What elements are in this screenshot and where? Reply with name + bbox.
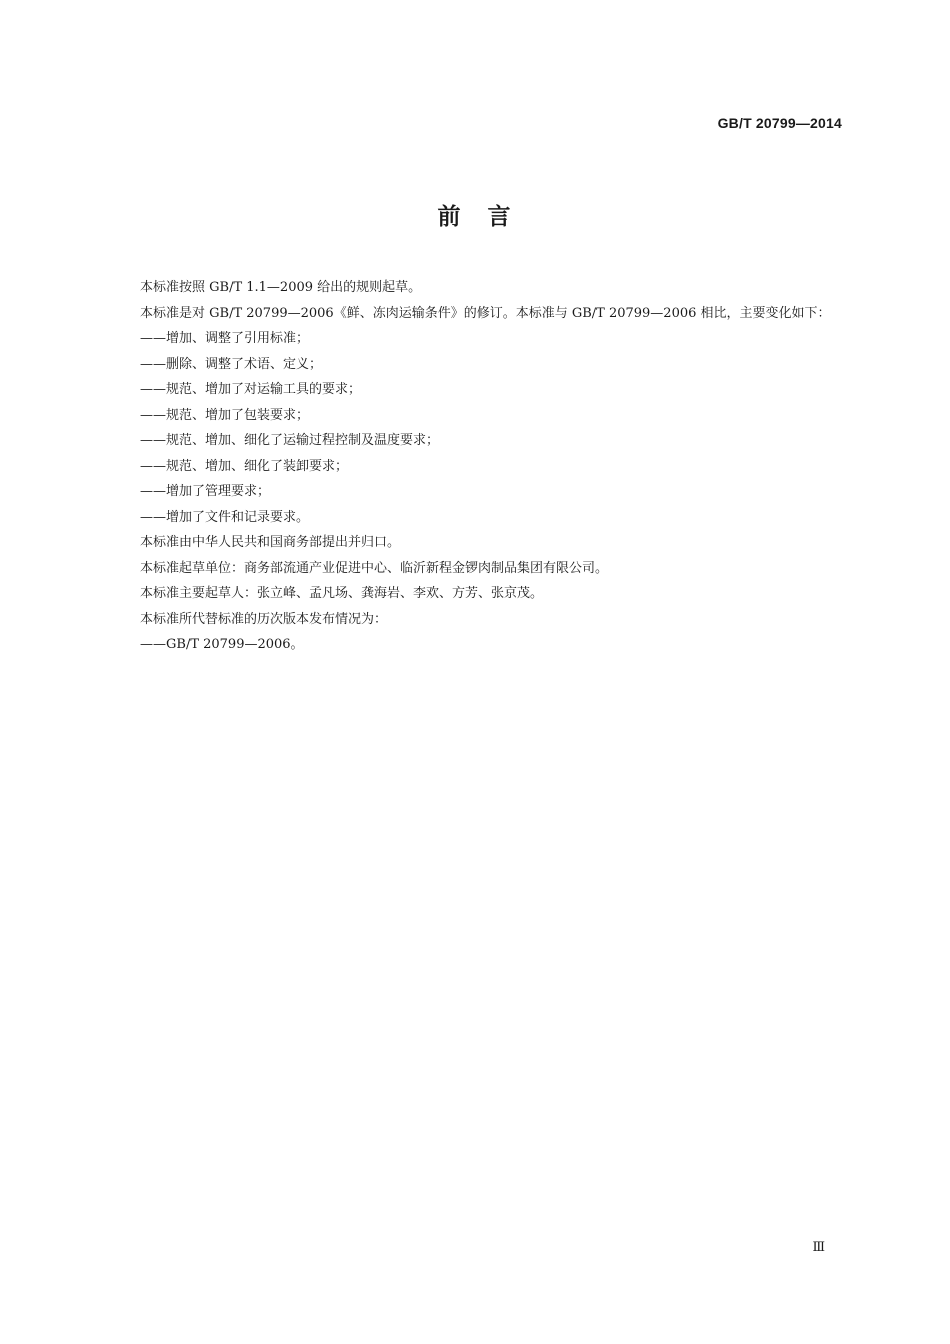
- list-item: ——规范、增加了包装要求；: [140, 407, 310, 423]
- paragraph-proposer: 本标准由中华人民共和国商务部提出并归口。: [140, 535, 401, 550]
- paragraph-drafters: 本标准主要起草人：张立峰、孟凡场、龚海岩、李欢、方芳、张京茂。: [140, 586, 544, 601]
- standard-code: GB/T 20799—2014: [717, 115, 842, 131]
- changes-list: [108, 326, 842, 530]
- document-body: [108, 275, 842, 658]
- list-item: ——规范、增加、细化了装卸要求；: [140, 458, 349, 474]
- list-item: ——规范、增加、细化了运输过程控制及温度要求；: [140, 433, 440, 448]
- list-item: ——GB/T 20799—2006。: [140, 637, 304, 652]
- paragraph-drafting-units: 本标准起草单位：商务部流通产业促进中心、临沂新程金锣肉制品集团有限公司。: [140, 560, 609, 576]
- paragraph-history-intro: 本标准所代替标准的历次版本发布情况为：: [140, 611, 388, 627]
- paragraph-drafting-rules: 本标准按照 GB/T 1.1—2009 给出的规则起草。: [140, 280, 422, 295]
- list-item: ——增加了管理要求；: [140, 484, 271, 499]
- list-item: ——删除、调整了术语、定义；: [140, 356, 323, 372]
- list-item: ——增加了文件和记录要求。: [140, 509, 310, 525]
- history-list: [108, 632, 842, 658]
- page-number: Ⅲ: [812, 1240, 825, 1255]
- paragraph-revision-note: 本标准是对 GB/T 20799—2006《鲜、冻肉运输条件》的修订。本标准与 GB/T 20799—2006 相比，主要变化如下：: [140, 305, 831, 321]
- page-title: 前 言: [437, 204, 513, 230]
- list-item: ——规范、增加了对运输工具的要求；: [140, 382, 362, 397]
- list-item: ——增加、调整了引用标准；: [140, 331, 310, 346]
